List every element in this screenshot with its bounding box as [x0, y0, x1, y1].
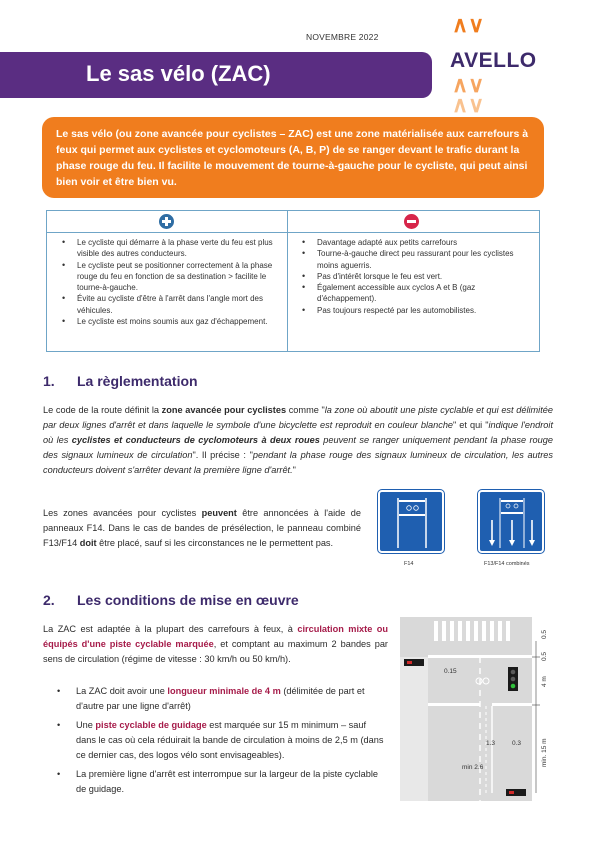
highlight-term: piste cyclable de guidage	[95, 720, 207, 730]
text-run: " et qui "	[453, 420, 489, 430]
text-run: comme "	[286, 405, 325, 415]
text-run: être annoncées à l'aide de panneaux F14. Dans le cas de bandes de présélection, le panneau combiné F13/F14	[43, 508, 361, 548]
list-item: • Le cycliste qui démarre à la phase verte du feu est plus visible des autres conducteurs.	[55, 237, 283, 260]
logo-chevron-icon: ∧∨	[452, 12, 485, 37]
highlight-term: longueur minimale de 4 m	[167, 686, 281, 696]
dim-label: 0.3	[512, 740, 522, 747]
text-run: La ZAC est adaptée à la plupart des carrefours à feux, à	[43, 624, 298, 634]
section-heading-2	[43, 592, 373, 612]
text-run: est marquée sur 15 m minimum – sauf dans le cas où cela réduirait la bande de circulation à moins de 2,5 m (dans ce dernier cas, des logos vélo sont envisageables).	[76, 720, 384, 760]
bold-term: doit	[79, 538, 97, 548]
dim-label: min 2.6	[462, 764, 484, 771]
section-heading-1	[43, 373, 343, 393]
quote-text: la zone où aboutit une piste cyclable et qui est délimitée par deux lignes d'arrêt et dans laquelle le symbole d'une bicyclette est reproduit en couleur blanche	[43, 405, 553, 430]
conditions-list	[43, 684, 388, 801]
conditions-paragraph	[43, 622, 388, 667]
section-title: La règlementation	[77, 373, 198, 389]
list-item	[43, 718, 388, 763]
dim-label: 1.3	[486, 740, 496, 747]
bold-quote: cyclistes et conducteurs de cyclomoteurs à deux roues	[71, 435, 320, 445]
list-item: • Davantage adapté aux petits carrefours	[295, 237, 535, 248]
page-title: Le sas vélo (ZAC)	[86, 61, 271, 86]
regulation-paragraph	[43, 403, 553, 478]
sign-f14-caption: F14	[404, 561, 414, 567]
text-run: "	[292, 465, 296, 475]
sign-f13-f14	[478, 490, 544, 553]
list-item: • Pas toujours respecté par les automobilistes.	[295, 305, 535, 316]
text-run: La première ligne d'arrêt est interrompue sur la largeur de la piste cyclable de guidage.	[76, 769, 379, 794]
text-run: Le code de la route définit la	[43, 405, 162, 415]
list-item: • Tourne-à-gauche direct peu rassurant pour les cyclistes moins aguerris.	[295, 248, 535, 271]
dim-label: min. 15 m	[541, 738, 548, 767]
pros-cons-table	[46, 210, 540, 352]
intersection-diagram	[400, 617, 556, 801]
sign-f13-f14-drawing	[480, 492, 542, 551]
quote-text: pendant la phase rouge des signaux lumineux de circulation, les autres conducteurs doivent s'arrêter devant la première ligne d'arrêt.	[43, 450, 553, 475]
logo-chevron-icon: ∧∨	[452, 72, 485, 97]
avello-logo	[450, 14, 545, 124]
quote-text: indique l'endroit où les	[43, 420, 553, 445]
logo-wordmark: AVELLO	[450, 49, 537, 72]
text-run: , et comptant au maximum 2 bandes par sens de circulation (régime de vitesse : 30 km/h ou 50 km/h).	[43, 639, 388, 664]
bold-term: zone avancée pour cyclistes	[161, 405, 287, 415]
dim-label: 0.5	[541, 629, 548, 639]
publication-date: NOVEMBRE 2022	[306, 32, 379, 42]
sign-f14-drawing	[380, 492, 442, 551]
highlight-term: circulation mixte ou équipés d'une piste cyclable marquée	[43, 624, 388, 649]
list-item: • Le cycliste est moins soumis aux gaz d'échappement.	[55, 316, 283, 327]
list-item: • Pas d'intérêt lorsque le feu est vert.	[295, 271, 535, 282]
text-run: ". Il précise : "	[192, 450, 253, 460]
logo-chevron-icon: ∧∨	[452, 92, 485, 117]
dim-label: 0.5	[541, 651, 548, 661]
minus-circle-icon	[404, 214, 419, 229]
cons-list	[295, 237, 535, 316]
pros-cons-header	[47, 211, 539, 233]
sign-f14	[378, 490, 444, 553]
bold-term: peuvent	[201, 508, 237, 518]
text-run: Les zones avancées pour cyclistes	[43, 508, 202, 518]
quote-text: peuvent se ranger uniquement pendant la phase rouge des signaux lumineux de circulation	[43, 435, 553, 460]
section-number: 2.	[43, 592, 55, 608]
intro-box: Le sas vélo (ou zone avancée pour cyclistes – ZAC) est une zone matérialisée aux carrefours à feux qui permet aux cyclistes et cyclomoteurs (A, B, P) de se ranger devant le trafic durant la phase rouge du feu. Il facilite le mouvement de tourne-à-gauche pour le cycliste, qui peut ainsi bien voir et être bien vu.	[42, 117, 544, 198]
section-title: Les conditions de mise en œuvre	[77, 592, 299, 608]
title-banner	[0, 52, 432, 98]
dim-label: 4 m	[541, 676, 548, 687]
text-run: (délimitée de part et d'autre par une ligne d'arrêt)	[76, 686, 365, 711]
list-item: • Évite au cycliste d'être à l'arrêt dans l'angle mort des véhicules.	[55, 293, 283, 316]
signs-paragraph	[43, 506, 361, 551]
section-number: 1.	[43, 373, 55, 389]
list-item: • Également accessible aux cyclos A et B (gaz d'échappement).	[295, 282, 535, 305]
list-item	[43, 767, 388, 797]
list-item	[43, 684, 388, 714]
column-divider	[287, 211, 288, 351]
text-run: être placé, sauf si les circonstances ne le permettent pas.	[96, 538, 334, 548]
text-run: La ZAC doit avoir une	[76, 686, 168, 696]
pros-list	[55, 237, 283, 327]
plus-circle-icon	[159, 214, 174, 229]
text-run: Une	[76, 720, 96, 730]
list-item: • Le cycliste peut se positionner correctement à la phase rouge du feu en fonction de sa destination > facilite le tourne-à-gauche.	[55, 260, 283, 294]
dim-label: 0.15	[444, 668, 457, 675]
sign-f13-f14-caption: F13/F14 combinés	[484, 561, 530, 567]
